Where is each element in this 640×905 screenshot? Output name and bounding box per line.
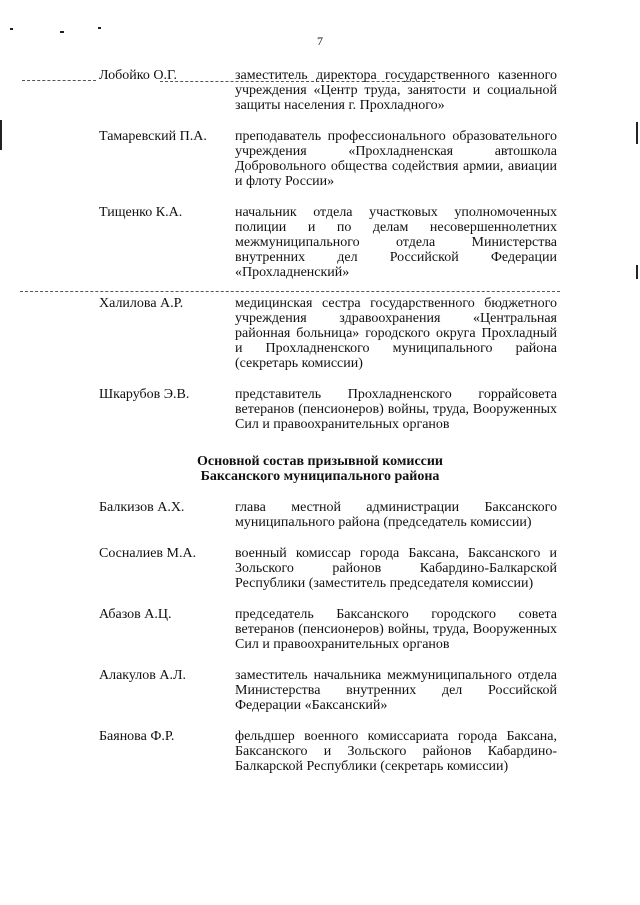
- member-entry: [0, 205, 640, 280]
- member-name: Баянова Ф.Р.: [99, 729, 175, 744]
- member-entry: [0, 68, 640, 113]
- member-role: начальник отдела участковых уполномоченных полиции и по делам несовершеннолетних межмуниципального отдела Министерства внутренних дел Российской Федерации «Прохладненский»: [235, 205, 557, 280]
- member-role: фельдшер военного комиссариата города Баксана, Баксанского и Зольского районов Кабардино-Балкарской Республики (секретарь комиссии): [235, 729, 557, 774]
- member-role: председатель Баксанского городского совета ветеранов (пенсионеров) войны, труда, Вооруженных Сил и правоохранительных органов: [235, 607, 557, 652]
- scan-mark: [10, 28, 13, 30]
- member-name: Шкарубов Э.В.: [99, 387, 190, 402]
- member-role: глава местной администрации Баксанского муниципального района (председатель комиссии): [235, 500, 557, 530]
- member-name: Лобойко О.Г.: [99, 68, 177, 83]
- member-entry: [0, 607, 640, 652]
- member-name: Алакулов А.Л.: [99, 668, 187, 683]
- section-heading: [0, 454, 640, 484]
- commission-members-list-top: [0, 68, 640, 448]
- member-name: Сосналиев М.А.: [99, 546, 197, 561]
- member-role: представитель Прохладненского горрайсовета ветеранов (пенсионеров) войны, труда, Вооруженных Сил и правоохранительных органов: [235, 387, 557, 432]
- member-name: Абазов А.Ц.: [99, 607, 172, 622]
- member-entry: [0, 546, 640, 591]
- member-role: военный комиссар города Баксана, Баксанского и Зольского районов Кабардино-Балкарской Республики (заместитель председателя комиссии): [235, 546, 557, 591]
- member-entry: [0, 129, 640, 189]
- member-entry: [0, 387, 640, 432]
- member-name: Балкизов А.Х.: [99, 500, 185, 515]
- member-name: Тамаревский П.А.: [99, 129, 207, 144]
- scan-mark: [60, 31, 64, 33]
- member-name: Тищенко К.А.: [99, 205, 183, 220]
- member-name: Халилова А.Р.: [99, 296, 184, 311]
- member-role: заместитель начальника межмуниципального отдела Министерства внутренних дел Российской Федерации «Баксанский»: [235, 668, 557, 713]
- member-entry: [0, 729, 640, 774]
- section-heading-line2: Баксанского муниципального района: [200, 469, 440, 484]
- commission-members-list-bottom: [0, 500, 640, 790]
- scan-mark: [98, 27, 101, 29]
- section-heading-line1: Основной состав призывной комиссии: [197, 454, 443, 469]
- member-role: медицинская сестра государственного бюджетного учреждения здравоохранения «Центральная районная больница» городского округа Прохладный и Прохладненского муниципального района (секретарь комиссии): [235, 296, 557, 371]
- member-role: заместитель директора государственного казенного учреждения «Центр труда, занятости и социальной защиты населения г. Прохладного»: [235, 68, 557, 113]
- member-role: преподаватель профессионального образовательного учреждения «Прохладненская автошкола Добровольного общества содействия армии, авиации и флоту России»: [235, 129, 557, 189]
- member-entry: [0, 668, 640, 713]
- member-entry: [0, 296, 640, 371]
- member-entry: [0, 500, 640, 530]
- page-number: 7: [317, 34, 323, 48]
